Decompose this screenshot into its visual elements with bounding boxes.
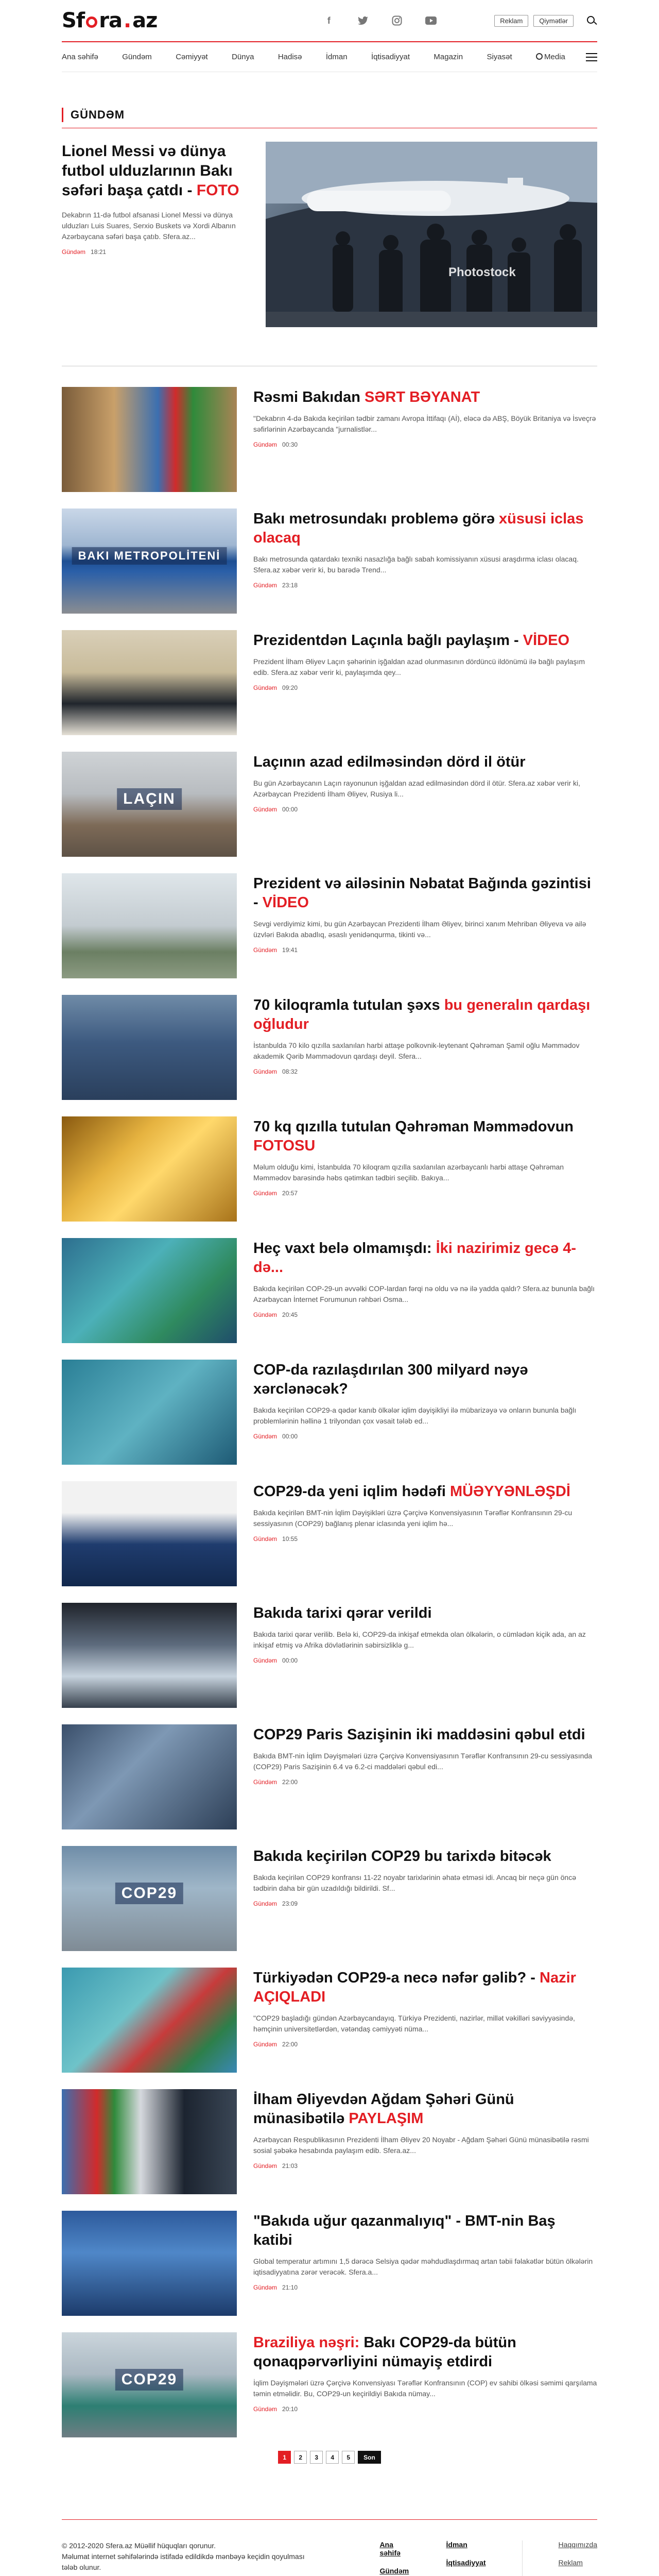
nav-item-media[interactable]: Media: [536, 53, 565, 61]
top-bar: [62, 0, 597, 41]
article-body: [253, 1968, 597, 2073]
article-thumbnail[interactable]: [62, 1238, 237, 1343]
footer-notice: Məlumat internet səhifələrində istifadə edildikdə mənbəyə keçidin qoyulması tələb olunur.: [62, 2552, 305, 2571]
article-time: 23:09: [282, 1900, 298, 1907]
article-category[interactable]: Gündəm: [253, 2162, 278, 2170]
thumbnail-sign: COP29: [115, 1883, 183, 1904]
article-excerpt: İstanbulda 70 kilo qızılla saxlanılan harbi attaşe polkovnik-leytenant Qəhrəman Şamil oğlu Məmmədov akademik Qərib Məmmədovun qardaşı deyil. Sfera...: [253, 1041, 580, 1060]
facebook-icon[interactable]: f: [327, 15, 331, 26]
footer: [62, 2540, 597, 2576]
article-time: 22:00: [282, 1778, 298, 1786]
article-item[interactable]: [62, 2211, 597, 2316]
nav-item-iqtisadiyyat[interactable]: İqtisadiyyat: [371, 53, 410, 61]
footer-col-2: [446, 2540, 486, 2576]
article-time: 19:41: [282, 946, 298, 954]
nav-item-home[interactable]: Ana səhifə: [62, 53, 98, 61]
article-item[interactable]: [62, 1724, 597, 1829]
article-time: 10:55: [282, 1535, 298, 1543]
article-category[interactable]: Gündəm: [253, 441, 278, 448]
nav-item-siyaset[interactable]: Siyasət: [487, 53, 512, 61]
section-header: [62, 107, 597, 123]
footer-links: [379, 2540, 597, 2576]
article-item[interactable]: [62, 387, 597, 492]
article-body: [253, 873, 597, 978]
article-meta: [253, 2162, 597, 2170]
page-1[interactable]: 1: [278, 2451, 291, 2464]
footer-link-gundem[interactable]: Gündəm: [379, 2567, 409, 2575]
footer-link-idman[interactable]: İdman: [446, 2540, 467, 2549]
article-time: 20:45: [282, 1311, 298, 1318]
article-excerpt: Prezident İlham Əliyev Laçın şəhərinin işğaldan azad olunmasının dördüncü ildönümü ilə bağlı paylaşım edib. Sfera.az xəbər verir ki, paylaşımda qey...: [253, 657, 585, 676]
article-title[interactable]: COP-da razılaşdırılan 300 milyard nəyə xərclənəcək?: [253, 1362, 528, 1397]
article-category[interactable]: Gündəm: [253, 1311, 278, 1318]
article-category[interactable]: Gündəm: [253, 1068, 278, 1075]
article-list: [62, 387, 597, 2437]
lead-title[interactable]: Lionel Messi və dünya futbol ulduzlarının Bakı səfəri başa çatdı - FOTO: [62, 143, 239, 199]
article-meta: [253, 582, 597, 589]
article-time: 20:57: [282, 1190, 298, 1197]
instagram-icon[interactable]: [391, 15, 403, 26]
article-title[interactable]: Bakıda keçirilən COP29 bu tarixdə bitəcək: [253, 1848, 551, 1865]
page-4[interactable]: 4: [326, 2451, 339, 2464]
nav-item-magazin[interactable]: Magazin: [433, 53, 463, 61]
logo-ring-icon: [86, 16, 97, 28]
article-body: [253, 630, 597, 735]
thumbnail-sign: BAKI METROPOLİTENİ: [72, 547, 227, 565]
article-thumbnail[interactable]: [62, 387, 237, 492]
article-category[interactable]: Gündəm: [253, 1535, 278, 1543]
article-body: [253, 1481, 597, 1586]
pagination: [62, 2451, 597, 2464]
article-meta: [253, 1433, 597, 1440]
article-meta: [253, 1900, 597, 1907]
article-category[interactable]: Gündəm: [253, 2041, 278, 2048]
footer-link-ads[interactable]: Reklam: [558, 2558, 583, 2567]
article-excerpt: Bu gün Azərbaycanın Laçın rayonunun işğaldan azad edilməsindən dörd il ötür. Sfera.az xəbər verir ki, Azərbaycan Prezidenti İlham Əliyev, Rusiya li...: [253, 779, 581, 798]
thumbnail-sign: COP29: [115, 2369, 183, 2391]
lead-image[interactable]: [266, 142, 597, 327]
article-thumbnail[interactable]: [62, 1360, 237, 1465]
article-title[interactable]: Laçının azad edilməsindən dörd il ötür: [253, 754, 526, 770]
article-excerpt: Sevgi verdiyimiz kimi, bu gün Azərbaycan Prezidenti İlham Əliyev, birinci xanım Mehriban Əliyeva və ailə üzvləri Bakıda abadlıq, əsaslı yenidənqurma, tikinti və...: [253, 920, 586, 939]
article-category[interactable]: Gündəm: [253, 1433, 278, 1440]
article-title[interactable]: Bakıda tarixi qərar verildi: [253, 1605, 432, 1621]
menu-icon[interactable]: [586, 53, 597, 61]
article-item[interactable]: [62, 1968, 597, 2073]
article-category[interactable]: Gündəm: [253, 2405, 278, 2413]
article-thumbnail[interactable]: [62, 752, 237, 857]
nav-item-hadise[interactable]: Hadisə: [278, 53, 302, 61]
article-title[interactable]: Bakı metrosundakı problemə görə xüsusi iclas olacaq: [253, 511, 584, 546]
article-body: [253, 752, 597, 857]
article-time: 09:20: [282, 684, 298, 691]
article-thumbnail[interactable]: [62, 2089, 237, 2194]
article-title[interactable]: Türkiyədən COP29-a necə nəfər gəlib? - Nazir AÇIQLADI: [253, 1970, 576, 2005]
page: [62, 0, 597, 2576]
article-title[interactable]: Rəsmi Bakıdan SƏRT BƏYANAT: [253, 389, 480, 405]
article-excerpt: Bakıda tarixi qərar verilib. Belə ki, COP29-da inkişaf etmekda olan ölkələrin, o cümlədən kiçik ada, an az inkişaf etmiş və Afrika dövlətlərinin səbirsizliklə g...: [253, 1630, 586, 1649]
prices-button[interactable]: Qiymətlər: [533, 15, 574, 27]
article-time: 20:10: [282, 2405, 298, 2413]
nav-item-idman[interactable]: İdman: [325, 53, 348, 61]
lead-category[interactable]: Gündəm: [62, 248, 86, 256]
article-time: 00:00: [282, 806, 298, 813]
article-excerpt: Global temperatur artımını 1,5 dərəcə Selsiya qədər məhdudlaşdırmaq artan təbii fəlakətlər bütün ölkələrin iqtisadiyyatına zərər verəcək. Sfera.a...: [253, 2257, 593, 2276]
article-meta: [253, 2405, 597, 2413]
article-time: 23:18: [282, 582, 298, 589]
article-item[interactable]: [62, 1116, 597, 1222]
section-marker: [62, 108, 63, 122]
page-2[interactable]: 2: [294, 2451, 307, 2464]
footer-copyright: © 2012-2020 Sfera.az Müəllif hüquqları qorunur.: [62, 2541, 216, 2550]
article-title[interactable]: "Bakıda uğur qazanmalıyıq" - BMT-nin Baş katibi: [253, 2213, 556, 2248]
article-category[interactable]: Gündəm: [253, 946, 278, 954]
footer-link-home[interactable]: Ana səhifə: [379, 2540, 401, 2557]
article-meta: [253, 2041, 597, 2048]
article-item[interactable]: [62, 1360, 597, 1465]
article-thumbnail[interactable]: [62, 873, 237, 978]
page-5[interactable]: 5: [342, 2451, 355, 2464]
article-excerpt: "Dekabrın 4-də Bakıda keçirilən tədbir zamanı Avropa İttifaqı (Aİ), eləcə də ABŞ, Böyük Britaniya və İsveçrə səfirlərinin Azərbaycanda "jurnalistlər...: [253, 414, 596, 433]
article-excerpt: Bakıda keçirilən COP29-a qədər kanıb ölkələr iqlim dəyişikliyi ilə mübarizəyə və onların bununla bağlı problemlərinin həllinə 1 trilyondan çox vəsait tələb ed...: [253, 1406, 577, 1425]
article-meta: [253, 1190, 597, 1197]
article-excerpt: Məlum olduğu kimi, İstanbulda 70 kiloqram qızılla saxlanılan azərbaycanlı harbi attaşe Qəhrəman Məmmədov barəsində həbs qətimkan tədbiri seçilib. Bakıya...: [253, 1163, 564, 1182]
article-item[interactable]: [62, 752, 597, 857]
article-meta: [253, 2284, 597, 2291]
lead-excerpt: Dekabrın 11-də futbol afsanasi Lionel Messi və dünya ulduzları Luis Suares, Serxio Buskets və Xordi Albanın Azərbaycana səfəri başa çatıb. Sfera.az...: [62, 211, 236, 241]
article-body: [253, 1603, 597, 1708]
article-body: [253, 1238, 597, 1343]
lead-photo-illustration: [266, 142, 597, 327]
article-time: 00:00: [282, 1657, 298, 1664]
section-title: GÜNDƏM: [71, 108, 125, 121]
page-last[interactable]: Son: [358, 2451, 381, 2464]
lead-time: 18:21: [91, 248, 107, 256]
nav-item-gundem[interactable]: Gündəm: [122, 53, 152, 61]
article-thumbnail[interactable]: [62, 1968, 237, 2073]
article-thumbnail[interactable]: [62, 1603, 237, 1708]
article-item[interactable]: [62, 2332, 597, 2437]
article-category[interactable]: Gündəm: [253, 582, 278, 589]
article-thumbnail[interactable]: [62, 1481, 237, 1586]
article-title[interactable]: 70 kq qızılla tutulan Qəhrəman Məmmədovun FOTOSU: [253, 1118, 574, 1154]
article-title[interactable]: Heç vaxt belə olmamışdı: İki nazirimiz gecə 4-də...: [253, 1240, 576, 1276]
article-title[interactable]: COP29-da yeni iqlim hədəfi MÜƏYYƏNLƏŞDİ: [253, 1483, 570, 1500]
article-body: [253, 1724, 597, 1829]
article-excerpt: İqlim Dəyişmələri üzrə Çərçivə Konvensiyası Tərəflər Konfransının (COP) ev sahibi ölkəsi səmimi qarşılama təmin etməlidir. Bu, COP29-un keçirildiyi Bakıda nümay...: [253, 2379, 597, 2398]
footer-link-about[interactable]: Haqqımızda: [558, 2540, 597, 2549]
article-time: 22:00: [282, 2041, 298, 2048]
article-thumbnail[interactable]: [62, 995, 237, 1100]
article-category[interactable]: Gündəm: [253, 684, 278, 691]
article-item[interactable]: [62, 509, 597, 614]
article-title[interactable]: Prezident və ailəsinin Nəbatat Bağında gəzintisi - VİDEO: [253, 875, 591, 911]
article-item[interactable]: [62, 873, 597, 978]
article-body: [253, 2332, 597, 2437]
youtube-icon[interactable]: [425, 15, 437, 26]
article-category[interactable]: Gündəm: [253, 1657, 278, 1664]
article-excerpt: "COP29 başladığı gündən Azərbaycandayıq. Türkiyə Prezidenti, nazirlər, millət vəkilləri səviyyəsində, həmçinin universitetlərdən, vətəndaş cəmiyyəti nüma...: [253, 2014, 575, 2033]
article-category[interactable]: Gündəm: [253, 1190, 278, 1197]
article-time: 21:10: [282, 2284, 298, 2291]
footer-info: [62, 2540, 379, 2576]
article-time: 21:03: [282, 2162, 298, 2170]
article-item[interactable]: [62, 1481, 597, 1586]
article-excerpt: Bakıda keçirilən COP29 konfransı 11-22 noyabr tarixlərinin əhatə etməsi idi. Ancaq bir neçə gün öncə tədbirin daha bir gün uzadıldığı bildirildi. Sf...: [253, 1873, 576, 1892]
article-meta: [253, 946, 597, 954]
article-thumbnail[interactable]: [62, 1116, 237, 1222]
article-meta: [253, 806, 597, 813]
top-actions: [494, 15, 597, 27]
footer-divider: [62, 2519, 597, 2520]
thumbnail-sign: LAÇIN: [117, 788, 182, 810]
article-item[interactable]: [62, 1238, 597, 1343]
footer-col-1: [379, 2540, 415, 2576]
article-body: [253, 995, 597, 1100]
article-thumbnail[interactable]: [62, 2211, 237, 2316]
ads-button[interactable]: Reklam: [494, 15, 528, 27]
article-item[interactable]: [62, 1846, 597, 1951]
lead-meta: [62, 248, 248, 256]
article-time: 00:30: [282, 441, 298, 448]
nav-item-cemiyyet[interactable]: Cəmiyyət: [176, 53, 208, 61]
article-meta: [253, 441, 597, 448]
article-thumbnail[interactable]: [62, 630, 237, 735]
lead-text: [62, 142, 248, 327]
article-excerpt: Bakıda BMT-nin İqlim Dəyişmələri üzrə Çərçivə Konvensiyasının Tərəflər Konfransının 29-cu sessiyasında (COP29) Paris Sazişinin 6.4 və 6.2-ci maddələri qəbul edi...: [253, 1752, 593, 1771]
article-title[interactable]: COP29 Paris Sazişinin iki maddəsini qəbul etdi: [253, 1726, 585, 1743]
main-nav: [62, 42, 597, 72]
article-title[interactable]: Prezidentdən Laçınla bağlı paylaşım - VİDEO: [253, 632, 570, 649]
article-excerpt: Azərbaycan Respublikasının Prezidenti İlham Əliyev 20 Noyabr - Ağdam Şəhəri Günü münasibətilə rəsmi sosial şəbəkə hesabında paylaşım edib. Sfera.az...: [253, 2136, 589, 2155]
article-meta: [253, 1311, 597, 1318]
article-item[interactable]: [62, 630, 597, 735]
twitter-icon[interactable]: [357, 15, 369, 26]
article-body: [253, 509, 597, 614]
search-icon[interactable]: [586, 15, 597, 26]
article-excerpt: Bakı metrosunda qatardakı texniki nasazlığa bağlı sabah komissiyanın xüsusi araşdırma iclası olacaq. Sfera.az xəbər verir ki, bu barədə Trend...: [253, 555, 579, 574]
page-3[interactable]: 3: [310, 2451, 323, 2464]
article-excerpt: Bakıda keçirilən COP-29-un əvvəlki COP-lardan fərqi nə oldu və nə ilə yadda qaldı? Sfera.az bununla bağlı Azərbaycan İnternet Forumunun rəhbəri Osma...: [253, 1284, 595, 1303]
article-body: [253, 1360, 597, 1465]
media-icon: [536, 53, 543, 60]
article-item[interactable]: [62, 995, 597, 1100]
article-body: [253, 2211, 597, 2316]
article-title[interactable]: İlham Əliyevdən Ağdam Şəhəri Günü münasibətilə PAYLAŞIM: [253, 2091, 514, 2127]
article-meta: [253, 1778, 597, 1786]
lead-article[interactable]: [62, 142, 597, 327]
article-meta: [253, 1657, 597, 1664]
site-logo[interactable]: Sf ra . az: [62, 9, 158, 32]
article-category[interactable]: Gündəm: [253, 1778, 278, 1786]
footer-col-3: [559, 2540, 597, 2576]
article-thumbnail[interactable]: [62, 509, 237, 614]
article-item[interactable]: [62, 2089, 597, 2194]
article-category[interactable]: Gündəm: [253, 806, 278, 813]
article-meta: [253, 684, 597, 691]
article-meta: [253, 1068, 597, 1075]
footer-col-separator: [522, 2540, 523, 2576]
footer-link-iqtisadiyyat[interactable]: İqtisadiyyat: [446, 2558, 486, 2567]
article-category[interactable]: Gündəm: [253, 2284, 278, 2291]
article-thumbnail[interactable]: [62, 2332, 237, 2437]
article-item[interactable]: [62, 1603, 597, 1708]
article-body: [253, 1846, 597, 1951]
article-category[interactable]: Gündəm: [253, 1900, 278, 1907]
article-excerpt: Bakıda keçirilən BMT-nin İqlim Dəyişikləri üzrə Çərçivə Konvensiyasının Tərəflər Konfransının 29-cu sessiyasının (COP29) bağlanış plenar iclasında yeni iqlim hə...: [253, 1509, 573, 1528]
article-time: 08:32: [282, 1068, 298, 1075]
social-links: [323, 15, 437, 26]
article-title[interactable]: 70 kiloqramla tutulan şəxs bu generalın qardaşı oğludur: [253, 997, 591, 1032]
article-meta: [253, 1535, 597, 1543]
article-time: 00:00: [282, 1433, 298, 1440]
article-title[interactable]: Braziliya nəşri: Bakı COP29-da bütün qonaqpərvərliyini nümayiş etdirdi: [253, 2334, 516, 2370]
watermark: Photostock: [448, 265, 516, 279]
article-body: [253, 1116, 597, 1222]
article-body: [253, 2089, 597, 2194]
nav-item-dunya[interactable]: Dünya: [232, 53, 254, 61]
article-thumbnail[interactable]: [62, 1846, 237, 1951]
article-body: [253, 387, 597, 492]
article-thumbnail[interactable]: [62, 1724, 237, 1829]
